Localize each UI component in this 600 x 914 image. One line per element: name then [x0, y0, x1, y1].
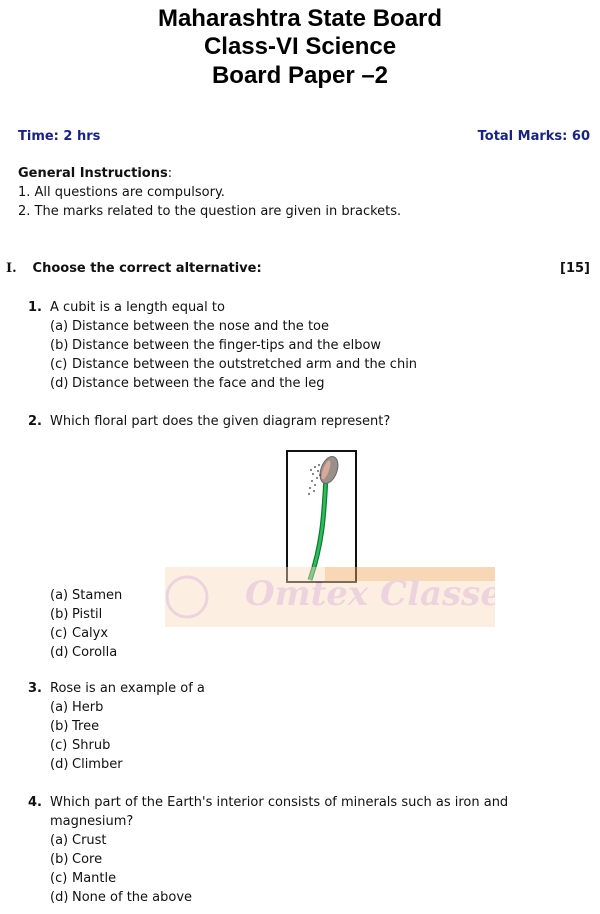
- section-marks: [15]: [560, 261, 590, 276]
- option-letter: (d): [50, 890, 69, 905]
- option-text: Mantle: [72, 871, 117, 886]
- total-marks-label: Total Marks: 60: [477, 129, 590, 144]
- option: [28, 605, 580, 624]
- option-text: Distance between the finger-tips and the elbow: [72, 338, 382, 353]
- instructions-heading: [18, 166, 172, 181]
- option-letter: (b): [50, 607, 69, 622]
- board-title: Maharashtra State Board: [157, 5, 443, 32]
- option: [28, 736, 580, 755]
- stamen-illustration: [288, 452, 355, 581]
- instruction-item: 2. The marks related to the question are given in brackets.: [18, 204, 402, 219]
- option-letter: (a): [50, 588, 69, 603]
- question-number: 4.: [28, 795, 42, 810]
- question-1: [28, 298, 580, 393]
- option-text: Corolla: [72, 645, 118, 660]
- question-2: [28, 412, 580, 431]
- option-text: Herb: [72, 700, 104, 715]
- option: [28, 869, 580, 888]
- option: [28, 355, 580, 374]
- instructions-colon: :: [167, 166, 173, 181]
- option-letter: (a): [50, 319, 69, 334]
- option: [28, 717, 580, 736]
- question-text: A cubit is a length equal to: [50, 300, 225, 315]
- question-number: 2.: [28, 414, 42, 429]
- option-letter: (d): [50, 645, 69, 660]
- paper-title: Board Paper –2: [211, 62, 389, 89]
- instructions-heading-text: General Instructions: [18, 166, 168, 181]
- question-text: Which floral part does the given diagram represent?: [50, 414, 391, 429]
- question-text: Rose is an example of a: [50, 681, 205, 696]
- option: [28, 831, 580, 850]
- question-3: [28, 679, 580, 774]
- option: [28, 336, 580, 355]
- question-number: 3.: [28, 681, 42, 696]
- question-2-options: [28, 586, 580, 662]
- question-text: Which part of the Earth's interior consists of minerals such as iron and magnesium?: [50, 795, 509, 829]
- option-text: Distance between the outstretched arm and the chin: [72, 357, 418, 372]
- option-letter: (b): [50, 719, 69, 734]
- option-text: Crust: [72, 833, 107, 848]
- option-text: Climber: [72, 757, 123, 772]
- option: [28, 643, 580, 662]
- option-text: Calyx: [72, 626, 109, 641]
- option: [28, 888, 580, 907]
- option: [28, 624, 580, 643]
- section-heading: [6, 261, 590, 276]
- option-letter: (d): [50, 757, 69, 772]
- option: [28, 586, 580, 605]
- question-4: [28, 793, 580, 907]
- time-label: Time: 2 hrs: [18, 129, 101, 144]
- option-letter: (c): [50, 738, 68, 753]
- option-letter: (a): [50, 700, 69, 715]
- option: [28, 317, 580, 336]
- option-text: Distance between the face and the leg: [72, 376, 325, 391]
- option-text: Shrub: [72, 738, 111, 753]
- option-letter: (d): [50, 376, 69, 391]
- section-number: I.: [6, 261, 17, 276]
- question-number: 1.: [28, 300, 42, 315]
- option-text: Core: [72, 852, 103, 867]
- option-letter: (c): [50, 871, 68, 886]
- option-text: Tree: [72, 719, 100, 734]
- option: [28, 698, 580, 717]
- option-letter: (a): [50, 833, 69, 848]
- class-title: Class-VI Science: [203, 33, 397, 60]
- option-letter: (c): [50, 626, 68, 641]
- option: [28, 374, 580, 393]
- option-text: None of the above: [72, 890, 193, 905]
- stamen-diagram: [286, 450, 357, 583]
- svg-text:Omtex Classes: Omtex Classes: [245, 574, 495, 614]
- option-letter: (c): [50, 357, 68, 372]
- instruction-item: 1. All questions are compulsory.: [18, 185, 225, 200]
- option-text: Distance between the nose and the toe: [72, 319, 329, 334]
- option-letter: (b): [50, 338, 69, 353]
- option-text: Pistil: [72, 607, 103, 622]
- option: [28, 850, 580, 869]
- option: [28, 755, 580, 774]
- section-title: Choose the correct alternative:: [32, 261, 262, 276]
- option-text: Stamen: [72, 588, 123, 603]
- option-letter: (b): [50, 852, 69, 867]
